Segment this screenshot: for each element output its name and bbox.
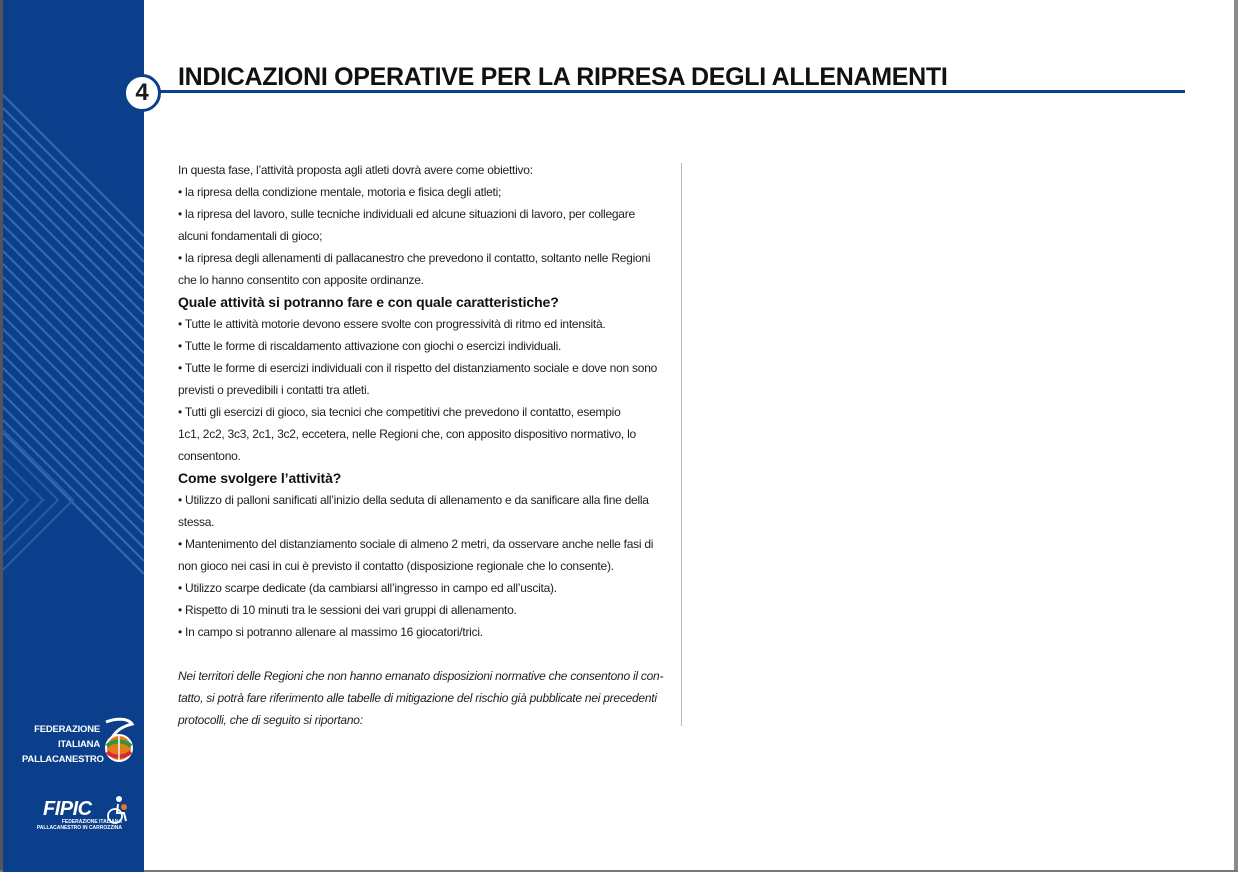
paragraph-line: • la ripresa degli allenamenti di pallacanestro che prevedono il contatto, soltanto nelle Regioni	[178, 251, 651, 265]
section-heading-activities: Quale attività si potranno fare e con quale caratteristiche?	[178, 294, 559, 310]
paragraph-line: • la ripresa della condizione mentale, motoria e fisica degli atleti;	[178, 185, 502, 199]
fipic-subtitle-line: PALLACANESTRO IN CARROZZINA	[36, 825, 122, 831]
list-item: • In campo si potranno allenare al massimo 16 giocatori/trici.	[178, 625, 483, 639]
fip-logo-text	[22, 722, 104, 767]
paragraph-line: In questa fase, l’attività proposta agli atleti dovrà avere come obiettivo:	[178, 163, 533, 177]
fip-logo-line: FEDERAZIONE	[34, 724, 100, 735]
wheelchair-icon	[106, 795, 128, 825]
fip-logo-line: PALLACANESTRO	[22, 754, 104, 765]
list-item: • Tutti gli esercizi di gioco, sia tecnici che competitivi che prevedono il contatto, esempio	[178, 405, 621, 419]
list-item: consentono.	[178, 449, 241, 463]
list-item: • Utilizzo di palloni sanificati all’inizio della seduta di allenamento e da sanificare alla fine della	[178, 493, 649, 507]
list-item: • Mantenimento del distanziamento sociale di almeno 2 metri, da osservare anche nelle fasi di	[178, 537, 654, 551]
fip-logo	[22, 712, 137, 772]
list-item: • Tutte le forme di riscaldamento attivazione con giochi o esercizi individuali.	[178, 339, 562, 353]
list-item: • Rispetto di 10 minuti tra le sessioni dei vari gruppi di allenamento.	[178, 603, 517, 617]
fip-ball-icon	[102, 716, 136, 768]
list-item: • Utilizzo scarpe dedicate (da cambiarsi all’ingresso in campo ed all’uscita).	[178, 581, 557, 595]
list-item: stessa.	[178, 515, 215, 529]
page-title: INDICAZIONI OPERATIVE PER LA RIPRESA DEGLI ALLENAMENTI	[178, 63, 948, 91]
italic-note-line: tatto, si potrà fare riferimento alle tabelle di mitigazione del rischio già pubblicate nei precedenti	[178, 691, 657, 705]
list-item: • Tutte le attività motorie devono essere svolte con progressività di ritmo ed intensità.	[178, 317, 606, 331]
list-item: • Tutte le forme di esercizi individuali con il rispetto del distanziamento sociale e dove non sono	[178, 361, 658, 375]
list-item: previsti o prevedibili i contatti tra atleti.	[178, 383, 370, 397]
paragraph-line: che lo hanno consentito con apposite ordinanze.	[178, 273, 424, 287]
fipic-logo-word: FIPIC	[43, 798, 92, 820]
fip-logo-line: ITALIANA	[57, 739, 100, 750]
paragraph-line: • la ripresa del lavoro, sulle tecniche individuali ed alcune situazioni di lavoro, per collegare	[178, 207, 635, 221]
list-item: non gioco nei casi in cui è previsto il contatto (disposizione regionale che lo consente).	[178, 559, 614, 573]
fipic-logo	[30, 795, 140, 835]
italic-note-line: Nei territori delle Regioni che non hanno emanato disposizioni normative che consentono il con-	[178, 669, 664, 683]
list-item: 1c1, 2c2, 3c3, 2c1, 3c2, eccetera, nelle Regioni che, con apposito dispositivo normativo, lo	[178, 427, 636, 441]
column-divider	[681, 163, 682, 726]
paragraph-line: alcuni fondamentali di gioco;	[178, 229, 323, 243]
section-number-badge: 4	[123, 74, 161, 112]
section-heading-how: Come svolgere l’attività?	[178, 470, 342, 486]
body-text	[178, 159, 668, 731]
page-frame-right	[1234, 0, 1238, 872]
spacer	[178, 643, 668, 665]
italic-note-line: protocolli, che di seguito si riportano:	[178, 713, 363, 727]
fipic-subtitle-line: FEDERAZIONE ITALIANA	[61, 819, 122, 825]
